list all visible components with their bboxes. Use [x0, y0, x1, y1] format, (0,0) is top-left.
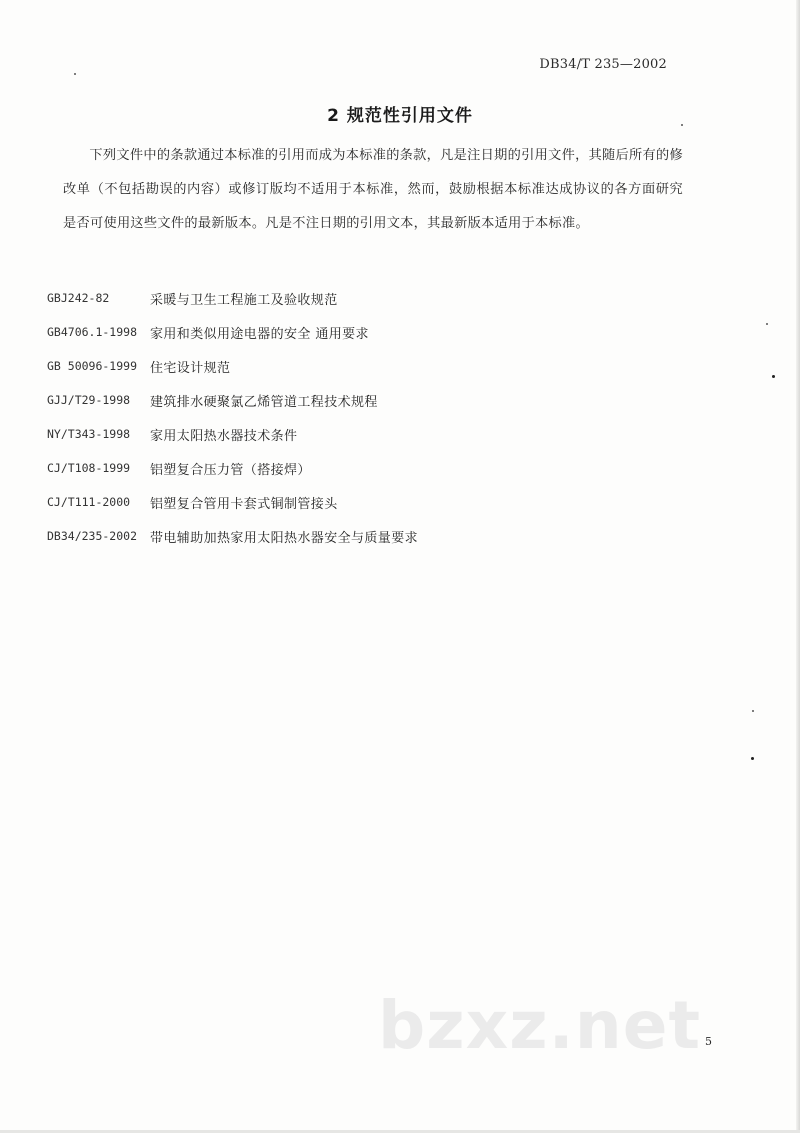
reference-code: GJJ/T29-1998	[47, 393, 131, 407]
site-watermark: bzxz.net	[378, 987, 702, 1064]
reference-item	[47, 285, 567, 319]
reference-code: DB34/235-2002	[47, 529, 138, 543]
reference-title: 住宅设计规范	[150, 361, 231, 376]
reference-item	[47, 523, 567, 557]
reference-title: 采暖与卫生工程施工及验收规范	[150, 293, 338, 308]
reference-item	[47, 455, 567, 489]
reference-title: 家用和类似用途电器的安全 通用要求	[150, 327, 369, 342]
reference-code: CJ/T111-2000	[47, 495, 131, 509]
document-code: DB34/T 235—2002	[539, 57, 667, 72]
reference-title: 家用太阳热水器技术条件	[150, 429, 298, 444]
page-number: 5	[705, 1035, 712, 1048]
reference-title: 铝塑复合管用卡套式铜制管接头	[150, 497, 338, 512]
reference-item	[47, 489, 567, 523]
reference-title: 带电辅助加热家用太阳热水器安全与质量要求	[150, 531, 419, 546]
reference-code: GB 50096-1999	[47, 359, 138, 373]
reference-code: GBJ242-82	[47, 291, 110, 305]
reference-code: NY/T343-1998	[47, 427, 131, 441]
reference-item	[47, 319, 567, 353]
reference-code: CJ/T108-1999	[47, 461, 131, 475]
reference-item	[47, 353, 567, 387]
scan-speck	[772, 375, 775, 378]
scan-speck	[752, 710, 754, 712]
scan-edge-right	[796, 0, 800, 1133]
reference-item	[47, 387, 567, 421]
reference-list	[47, 285, 567, 557]
reference-title: 铝塑复合压力管（搭接焊）	[150, 463, 311, 478]
scan-speck	[751, 757, 754, 760]
reference-code: GB4706.1-1998	[47, 325, 138, 339]
scan-speck	[681, 124, 683, 126]
scan-speck	[74, 73, 76, 75]
reference-title: 建筑排水硬聚氯乙烯管道工程技术规程	[150, 395, 378, 410]
section-title: 2 规范性引用文件	[327, 106, 473, 126]
reference-item	[47, 421, 567, 455]
scan-speck	[766, 323, 768, 325]
intro-paragraph: 下列文件中的条款通过本标准的引用而成为本标准的条款，凡是注日期的引用文件，其随后所有的修改单（不包括勘误的内容）或修订版均不适用于本标准，然而，鼓励根据本标准达成协议的各方面研究是否可使用这些文件的最新版本。凡是不注日期的引用文本，其最新版本适用于本标准。	[63, 148, 683, 231]
